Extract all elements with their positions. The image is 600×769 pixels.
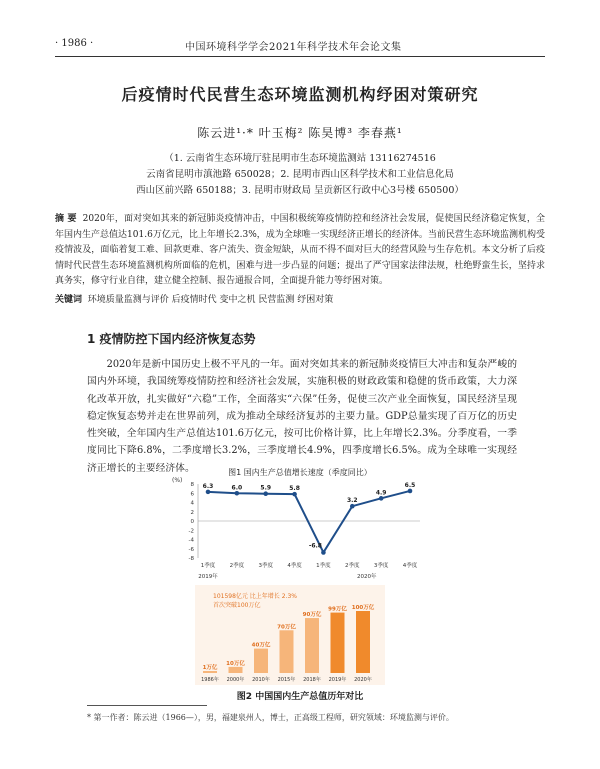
figure1-point bbox=[263, 491, 268, 496]
figure1-y-tick: -2 bbox=[188, 528, 194, 535]
figure1-y-tick: 8 bbox=[190, 482, 194, 488]
footnote: * 第一作者：陈云进（1966—），男，福建泉州人，博士，正高级工程师，研究领域：环境监测与评价。 bbox=[87, 713, 454, 722]
footnote-rule bbox=[87, 705, 207, 706]
figure1-y-tick: -8 bbox=[188, 556, 194, 562]
figure1-data-label: 3.2 bbox=[346, 497, 358, 505]
figure2-x-tick: 2010年 bbox=[252, 677, 270, 683]
figure1-x-tick: 3季度 bbox=[373, 563, 389, 569]
figure1-point bbox=[350, 504, 355, 509]
header-rule bbox=[55, 56, 545, 57]
abstract-label: 摘 要 bbox=[55, 214, 77, 224]
figure1-data-label: 5.9 bbox=[260, 484, 272, 492]
figure1-data-label: 4.9 bbox=[375, 489, 387, 497]
figure2-callout-1: 101598亿元 比上年增长 2.3% bbox=[213, 593, 297, 600]
figure1-group-2019: 2019年 bbox=[198, 574, 218, 580]
figure1-point bbox=[408, 489, 413, 494]
figure1-point bbox=[321, 550, 326, 555]
figure1-y-tick: -4 bbox=[188, 537, 194, 544]
figure2-bar-chart bbox=[195, 585, 385, 685]
figure1-y-tick: 6 bbox=[190, 491, 194, 498]
figure1-y-tick: 0 bbox=[190, 519, 194, 525]
figure2-value-label: 1万亿 bbox=[202, 665, 218, 671]
figure2-bar bbox=[305, 618, 319, 673]
figure2-callout-2: 首次突破100万亿 bbox=[213, 602, 261, 609]
running-header bbox=[55, 38, 545, 54]
figure1-data-label: 6.5 bbox=[404, 481, 416, 489]
affiliation-line-1: （1. 云南省生态环境厅驻昆明市生态环境监测站 13116274516 bbox=[164, 153, 436, 164]
figure1-x-tick: 2季度 bbox=[229, 563, 245, 569]
abstract-text: 2020年，面对突如其来的新冠肺炎疫情冲击，中国积极统筹疫情防控和经济社会发展，促使国民经济稳定恢复，全年国内生产总值达101.6万亿元，比上年增长2.3%，成为全球唯一实现经济正增长的经济体。当前民营生态环境监测机构受疫情波及，面临着复工难、回款更难、客户流失、资金短缺，从而不得不面对巨大的经营风险与生存危机。本文分析了后疫情时代民营生态环境监测机构所面临的危机，困难与进一步凸显的问题；提出了严守国家法律法规，杜绝野蛮生长，坚持求真务实，修守行业自律，建立健全控制、报告通报合同，全面提升能力等纾困对策。 bbox=[55, 214, 545, 286]
section-paragraph: 2020年是新中国历史上极不平凡的一年。面对突如其来的新冠肺炎疫情巨大冲击和复杂严峻的国内外环境，我国统筹疫情防控和经济社会发展，实施积极的财政政策和稳健的货币政策，大力深化改革开放，扎实做好“六稳”工作，全面落实“六保”任务，促使三次产业全面恢复，国民经济呈现稳定恢复态势并走在世界前列，成为推动全球经济复苏的主要力量。GDP总量实现了百万亿的历史性突破，全年国内生产总值达101.6万亿元，按可比价格计算，比上年增长2.3%。分季度看，一季度同比下降6.8%，二季度增长3.2%，三季度增长4.9%，四季度增长6.5%。成为全球唯一实现经济正增长的主要经济体。 bbox=[87, 359, 517, 474]
keywords-text: 环境质量监测与评价 后疫情时代 变中之机 民营监测 纾困对策 bbox=[87, 295, 334, 305]
figure1-data-label: 6.3 bbox=[202, 482, 214, 490]
figure2-bar bbox=[356, 611, 370, 673]
figure1-y-tick: -6 bbox=[188, 546, 194, 553]
figure1-x-tick: 2季度 bbox=[345, 563, 360, 569]
figure1-point bbox=[292, 492, 297, 497]
figure1-data-label: -6.8 bbox=[308, 542, 322, 550]
figure2-x-tick: 2020年 bbox=[354, 677, 372, 683]
figure2-x-tick: 1986年 bbox=[201, 677, 219, 683]
figure1-x-tick: 4季度 bbox=[287, 563, 302, 569]
figure2-value-label: 10万亿 bbox=[226, 660, 245, 667]
page-number: · 1986 · bbox=[55, 38, 94, 49]
figure2-value-label: 70万亿 bbox=[277, 624, 296, 631]
affiliation-line-2: 云南省昆明市滇池路 650028；2. 昆明市西山区科学技术和工业信息化局 bbox=[146, 169, 454, 180]
figure2-value-label: 100万亿 bbox=[351, 605, 375, 611]
figure1-line-chart bbox=[170, 476, 430, 584]
figure1-x-tick: 1季度 bbox=[200, 563, 216, 569]
figure2-bar bbox=[280, 630, 294, 673]
affiliation-line-3: 西山区前兴路 650188；3. 昆明市财政局 呈贡新区行政中心3号楼 650500） bbox=[136, 185, 464, 196]
figure1-y-tick: 4 bbox=[190, 500, 194, 507]
figure1-point bbox=[235, 491, 240, 496]
figure1-x-tick: 1季度 bbox=[316, 563, 331, 569]
figure1-title: 图1 国内生产总值增长速度（季度同比） bbox=[228, 468, 372, 477]
figure2-bar bbox=[331, 613, 345, 673]
figure2-x-tick: 2015年 bbox=[277, 677, 296, 683]
figure1-y-unit: (%) bbox=[172, 477, 183, 484]
figure1-data-label: 6.0 bbox=[231, 484, 243, 492]
journal-title: 中国环境科学学会2021年科学技术年会论文集 bbox=[185, 42, 402, 53]
figure2-x-tick: 2019年 bbox=[328, 677, 347, 683]
figure2-bar bbox=[229, 667, 243, 673]
section-heading: 1 疫情防控下国内经济恢复态势 bbox=[87, 332, 256, 346]
figure1-data-label: 5.8 bbox=[289, 485, 300, 493]
figure1-point bbox=[379, 496, 384, 501]
figure2-bar bbox=[203, 671, 217, 673]
figure2-x-tick: 2000年 bbox=[226, 677, 245, 683]
figure1-y-tick: 2 bbox=[190, 509, 194, 516]
keywords-label: 关键词 bbox=[55, 295, 83, 305]
author-list: 陈云进¹·* 叶玉梅² 陈昊博³ 李春燕¹ bbox=[197, 126, 403, 140]
figure2-bar bbox=[254, 649, 268, 673]
figure2-x-tick: 2018年 bbox=[303, 677, 321, 683]
figure1-group-2020: 2020年 bbox=[356, 574, 377, 580]
figure1-x-tick: 3季度 bbox=[258, 563, 273, 569]
figure2-caption: 图2 中国国内生产总值历年对比 bbox=[236, 692, 364, 702]
figure2-value-label: 40万亿 bbox=[251, 642, 271, 649]
figure1-point bbox=[206, 490, 211, 495]
figure1-x-tick: 4季度 bbox=[402, 563, 418, 569]
abstract bbox=[55, 212, 545, 290]
figure2-value-label: 90万亿 bbox=[302, 612, 322, 619]
keywords bbox=[55, 292, 545, 305]
figure2-value-label: 99万亿 bbox=[328, 606, 347, 613]
paper-title: 后疫情时代民营生态环境监测机构纾困对策研究 bbox=[121, 85, 479, 104]
